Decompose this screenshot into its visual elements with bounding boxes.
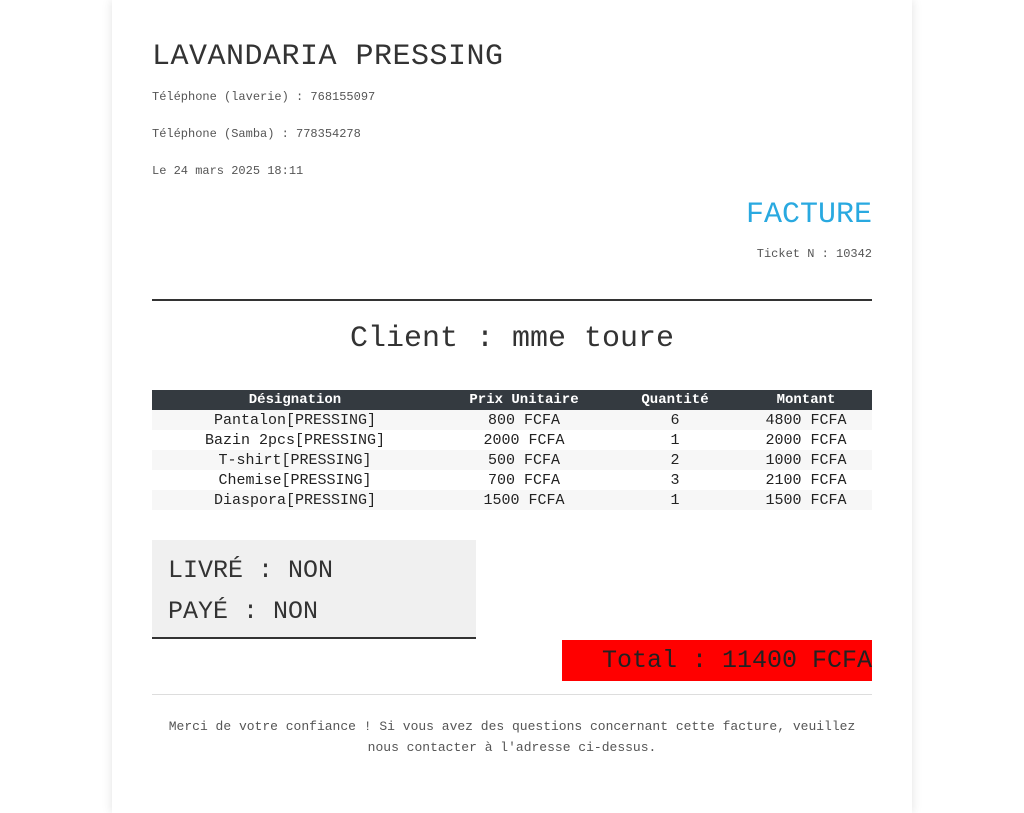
divider bbox=[152, 299, 872, 301]
table-row bbox=[152, 450, 872, 470]
cell-designation: Bazin 2pcs[PRESSING] bbox=[152, 430, 438, 450]
ticket-number: Ticket N : 10342 bbox=[756, 247, 872, 261]
phone-laverie: Téléphone (laverie) : 768155097 bbox=[152, 90, 376, 104]
invoice-page bbox=[112, 0, 912, 813]
cell-unit-price: 2000 FCFA bbox=[438, 430, 610, 450]
total-amount: Total : 11400 FCFA bbox=[562, 640, 872, 681]
cell-amount: 1000 FCFA bbox=[740, 450, 872, 470]
cell-designation: Diaspora[PRESSING] bbox=[152, 490, 438, 510]
column-header-amount: Montant bbox=[740, 390, 872, 410]
cell-quantity: 2 bbox=[610, 450, 740, 470]
cell-designation: Pantalon[PRESSING] bbox=[152, 410, 438, 430]
status-box bbox=[152, 540, 476, 639]
paid-status: PAYÉ : NON bbox=[168, 597, 319, 626]
cell-quantity: 3 bbox=[610, 470, 740, 490]
cell-designation: Chemise[PRESSING] bbox=[152, 470, 438, 490]
table-row bbox=[152, 470, 872, 490]
invoice-date: Le 24 mars 2025 18:11 bbox=[152, 164, 304, 178]
column-header-designation: Désignation bbox=[152, 390, 438, 410]
cell-designation: T-shirt[PRESSING] bbox=[152, 450, 438, 470]
column-header-unit-price: Prix Unitaire bbox=[438, 390, 610, 410]
cell-unit-price: 700 FCFA bbox=[438, 470, 610, 490]
table-row bbox=[152, 430, 872, 450]
phone-samba: Téléphone (Samba) : 778354278 bbox=[152, 127, 361, 141]
client-name: Client : mme toure bbox=[349, 322, 675, 356]
cell-quantity: 1 bbox=[610, 490, 740, 510]
cell-amount: 1500 FCFA bbox=[740, 490, 872, 510]
cell-amount: 4800 FCFA bbox=[740, 410, 872, 430]
cell-unit-price: 1500 FCFA bbox=[438, 490, 610, 510]
table-row bbox=[152, 410, 872, 430]
cell-unit-price: 800 FCFA bbox=[438, 410, 610, 430]
invoice-title: FACTURE bbox=[745, 198, 872, 232]
cell-amount: 2000 FCFA bbox=[740, 430, 872, 450]
cell-amount: 2100 FCFA bbox=[740, 470, 872, 490]
cell-unit-price: 500 FCFA bbox=[438, 450, 610, 470]
shop-name: LAVANDARIA PRESSING bbox=[152, 40, 504, 74]
column-header-quantity: Quantité bbox=[610, 390, 740, 410]
footer-divider bbox=[152, 694, 872, 695]
table-header-row bbox=[152, 390, 872, 410]
delivered-status: LIVRÉ : NON bbox=[168, 556, 334, 585]
footer-message: Merci de votre confiance ! Si vous avez des questions concernant cette facture, veuillez nous contacter à l'adresse ci-dessus. bbox=[168, 719, 856, 755]
table-row bbox=[152, 490, 872, 510]
cell-quantity: 1 bbox=[610, 430, 740, 450]
items-table bbox=[152, 390, 872, 510]
cell-quantity: 6 bbox=[610, 410, 740, 430]
